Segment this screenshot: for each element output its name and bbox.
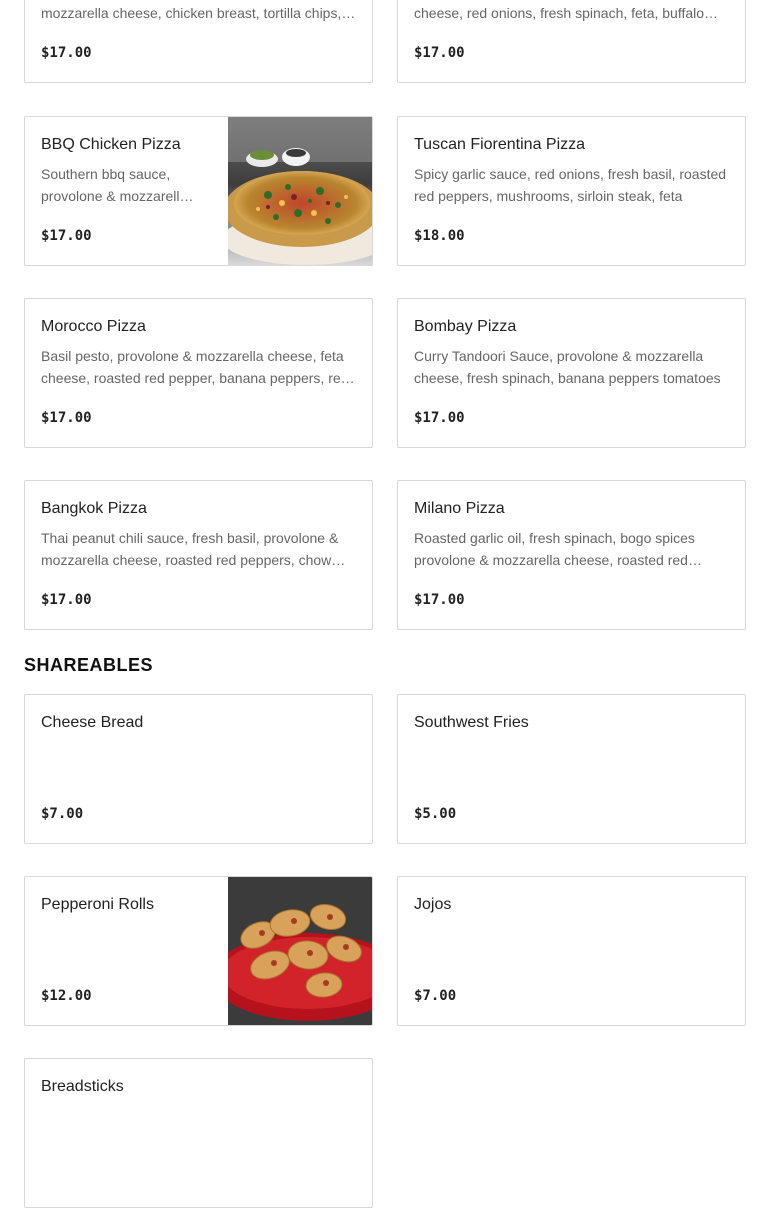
item-description: mozzarella cheese, chicken breast, tortilla chips,	[41, 5, 342, 21]
pizza-photo	[228, 117, 372, 265]
item-price: $17.00	[41, 45, 92, 61]
menu-item-morocco-pizza[interactable]	[24, 298, 373, 448]
item-description: Curry Tandoori Sauce, provolone & mozzarella cheese, fresh spinach, banana peppers tomatoes	[414, 348, 721, 386]
menu-item-jojos[interactable]	[397, 876, 746, 1026]
section-heading-shareables: SHAREABLES	[24, 655, 154, 675]
item-price: $7.00	[414, 988, 457, 1004]
item-price: $18.00	[414, 228, 465, 244]
item-title: Cheese Bread	[41, 714, 144, 731]
item-title: Tuscan Fiorentina Pizza	[414, 136, 586, 153]
item-title: Morocco Pizza	[41, 318, 146, 335]
menu-item-bangkok-pizza[interactable]	[24, 480, 373, 630]
item-title: Bangkok Pizza	[41, 500, 147, 517]
item-description: Spicy garlic sauce, red onions, fresh basil, roasted red peppers, mushrooms, sirloin steak, feta	[414, 166, 727, 204]
item-title: Pepperoni Rolls	[41, 896, 154, 913]
item-price: $17.00	[414, 410, 465, 426]
menu-item-card[interactable]	[397, 0, 746, 83]
pepperoni-rolls-photo	[228, 877, 372, 1025]
menu-item-breadsticks[interactable]	[24, 1058, 373, 1208]
item-price: $5.00	[414, 806, 457, 822]
item-title: Milano Pizza	[414, 500, 505, 517]
item-description: cheese, red onions, fresh spinach, feta, buffalo	[414, 5, 705, 21]
item-price: $17.00	[41, 228, 92, 244]
item-price: $17.00	[41, 410, 92, 426]
item-title: Jojos	[414, 896, 452, 913]
item-description: Thai peanut chili sauce, fresh basil, provolone & mozzarella cheese, roasted red peppers, chow	[41, 530, 339, 568]
menu-item-bombay-pizza[interactable]	[397, 298, 746, 448]
item-title: Southwest Fries	[414, 714, 529, 731]
menu-item-cheese-bread[interactable]	[24, 694, 373, 844]
item-title: Breadsticks	[41, 1078, 124, 1095]
menu-item-tuscan-fiorentina-pizza[interactable]	[397, 116, 746, 266]
item-price: $17.00	[414, 592, 465, 608]
item-description: Roasted garlic oil, fresh spinach, bogo spices provolone & mozzarella cheese, roasted red	[414, 530, 695, 568]
menu-item-milano-pizza[interactable]	[397, 480, 746, 630]
item-title: BBQ Chicken Pizza	[41, 136, 181, 153]
item-description: Southern bbq sauce, provolone & mozzarella	[41, 166, 188, 204]
item-price: $17.00	[41, 592, 92, 608]
item-price: $12.00	[41, 988, 92, 1004]
item-title: Bombay Pizza	[414, 318, 517, 335]
item-price: $17.00	[414, 45, 465, 61]
menu-item-pepperoni-rolls[interactable]	[24, 876, 373, 1026]
item-description: Basil pesto, provolone & mozzarella cheese, feta cheese, roasted red pepper, banana peppers, red	[41, 348, 349, 386]
menu-item-southwest-fries[interactable]	[397, 694, 746, 844]
menu-item-card[interactable]	[24, 0, 373, 83]
item-price: $7.00	[41, 806, 84, 822]
menu-item-bbq-chicken-pizza[interactable]	[24, 116, 373, 266]
